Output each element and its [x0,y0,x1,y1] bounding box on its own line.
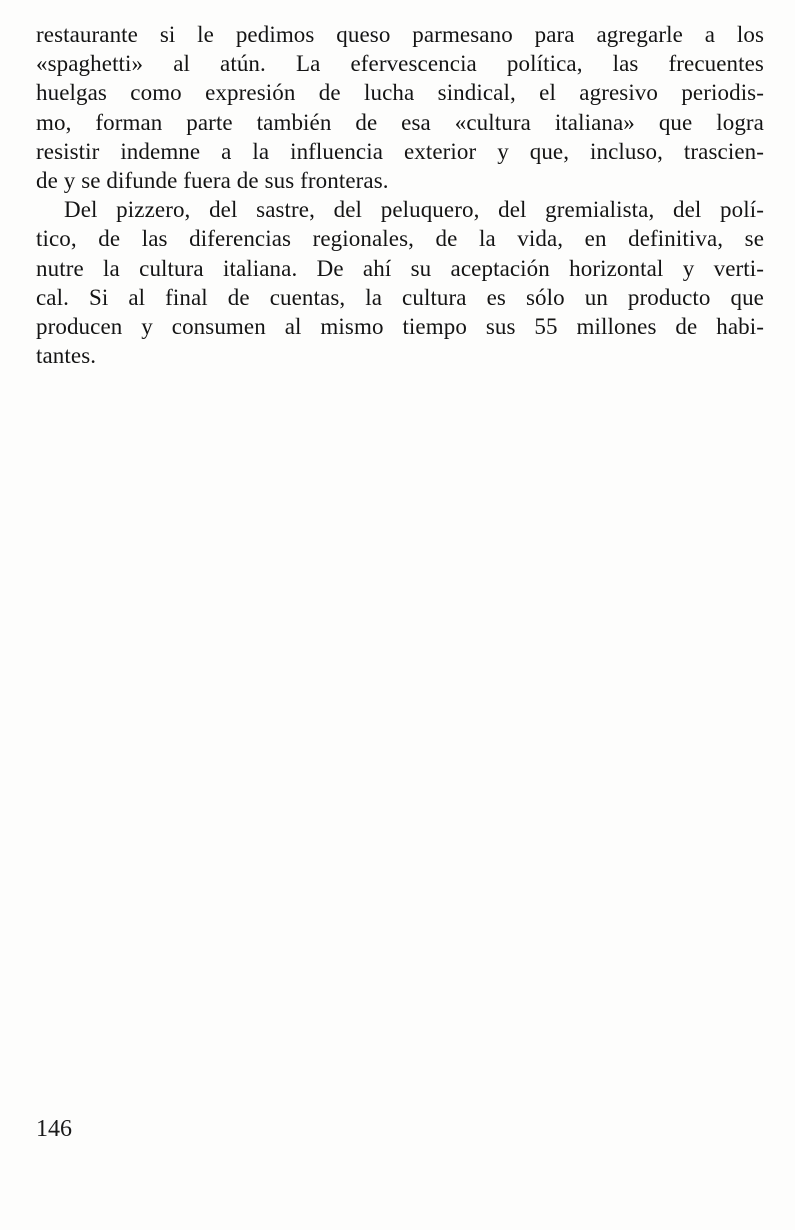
text-line: de y se difunde fuera de sus fronteras. [36,168,389,194]
text-block [36,20,764,370]
text-line: Del pizzero, del sastre, del peluquero, del gremialista, del polí- [64,197,764,223]
text-line: producen y consumen al mismo tiempo sus 55 millones de habi- [36,314,764,340]
text-line: restaurante si le pedimos queso parmesano para agregarle a los [36,22,764,47]
text-line: mo, forman parte también de esa «cultura italiana» que logra [36,109,764,135]
text-line: nutre la cultura italiana. De ahí su aceptación horizontal y verti- [36,255,764,281]
text-line: resistir indemne a la influencia exterior y que, incluso, trascien- [36,138,764,164]
text-line: tantes. [36,343,97,369]
text-line: huelgas como expresión de lucha sindical, el agresivo periodis- [36,80,764,106]
text-line: tico, de las diferencias regionales, de la vida, en definitiva, se [36,226,764,252]
text-line: «spaghetti» al atún. La efervescencia política, las frecuentes [36,51,764,77]
text-line: cal. Si al final de cuentas, la cultura es sólo un producto que [36,284,764,310]
page-number: 146 [36,1116,72,1142]
